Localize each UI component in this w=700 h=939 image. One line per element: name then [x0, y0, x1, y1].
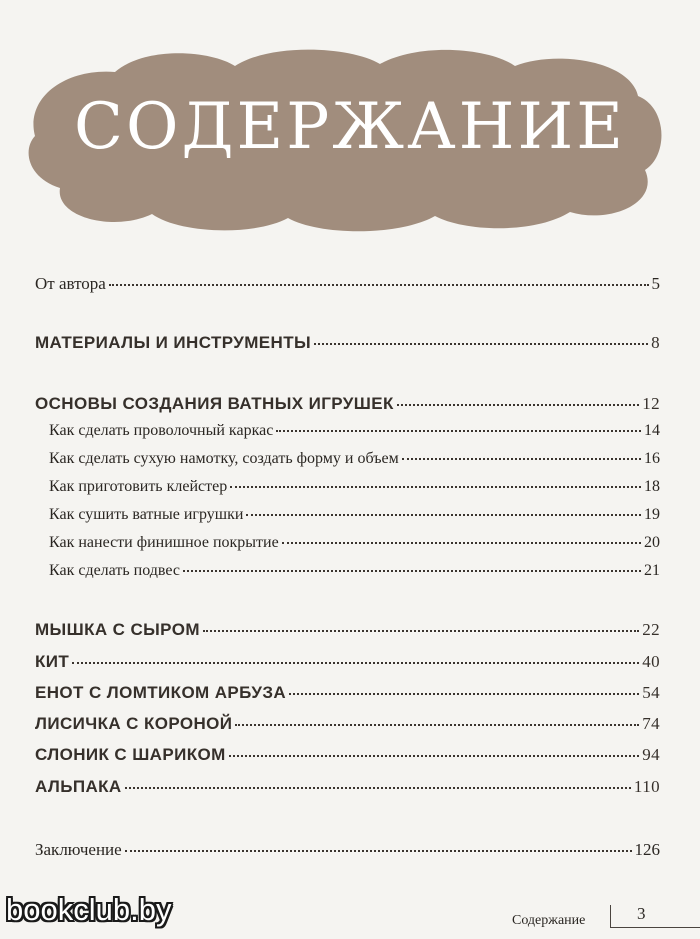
toc-entry-title: Как сделать проволочный каркас: [49, 422, 274, 439]
toc-dot-leader: [183, 570, 641, 572]
footer-rule-vertical: [610, 905, 611, 928]
toc-entry-title: МЫШКА С СЫРОМ: [35, 620, 200, 639]
toc-entry-page: 126: [634, 840, 660, 859]
toc-dot-leader: [125, 850, 632, 852]
watermark-text: bookclub.by: [6, 892, 172, 927]
toc-entry-page: 40: [642, 652, 660, 671]
toc-entry-title: МАТЕРИАЛЫ И ИНСТРУМЕНТЫ: [35, 333, 312, 352]
toc-dot-leader: [125, 787, 631, 789]
toc-entry[interactable]: [35, 714, 660, 734]
toc-entry-page: 16: [644, 450, 660, 467]
toc-dot-leader: [235, 724, 639, 726]
toc-entry[interactable]: [35, 394, 660, 414]
toc-entry-title: Как сделать сухую намотку, создать форму и объем: [49, 450, 399, 467]
toc-dot-leader: [282, 542, 641, 544]
toc-entry-title: КИТ: [35, 652, 70, 671]
toc-subentry[interactable]: [49, 562, 660, 580]
footer-rule: [610, 927, 700, 928]
toc-entry-page: 19: [644, 506, 660, 523]
toc-dot-leader: [314, 343, 648, 345]
toc-entry-page: 94: [642, 745, 660, 764]
toc-dot-leader: [289, 693, 639, 695]
page-title: СОДЕРЖАНИЕ: [74, 90, 626, 164]
toc-entry-page: 54: [642, 683, 660, 702]
toc-entry[interactable]: [35, 840, 660, 860]
toc-entry-page: 74: [642, 714, 660, 733]
toc-entry[interactable]: [35, 274, 660, 294]
toc-entry-title: АЛЬПАКА: [35, 777, 122, 796]
toc-entry-page: 110: [633, 777, 660, 796]
toc-entry[interactable]: [35, 620, 660, 640]
toc-entry-title: Заключение: [35, 840, 122, 859]
toc-entry-page: 12: [642, 394, 660, 413]
toc-entry-title: Как нанести финишное покрытие: [49, 534, 279, 551]
toc-entry-page: 22: [642, 620, 660, 639]
toc-entry-title: ЛИСИЧКА С КОРОНОЙ: [35, 714, 233, 733]
toc-dot-leader: [203, 630, 639, 632]
toc-subentry[interactable]: [49, 478, 660, 496]
toc-dot-leader: [397, 404, 639, 406]
toc-subentry[interactable]: [49, 422, 660, 440]
toc-entry[interactable]: [35, 652, 660, 672]
toc-dot-leader: [229, 755, 640, 757]
toc-dot-leader: [72, 662, 639, 664]
toc-entry-page: 5: [651, 274, 660, 293]
toc-entry-title: СЛОНИК С ШАРИКОМ: [35, 745, 226, 764]
toc-subentry[interactable]: [49, 450, 660, 468]
toc-dot-leader: [246, 514, 641, 516]
toc-dot-leader: [402, 458, 641, 460]
running-footer-label: Содержание: [512, 913, 586, 928]
toc-subentry[interactable]: [49, 506, 660, 524]
toc-entry-title: ОСНОВЫ СОЗДАНИЯ ВАТНЫХ ИГРУШЕК: [35, 394, 394, 413]
toc-entry[interactable]: [35, 745, 660, 765]
toc-entry[interactable]: [35, 777, 660, 797]
toc-entry-page: 14: [644, 422, 660, 439]
toc-entry-title: От автора: [35, 274, 106, 293]
toc-entry-page: 20: [644, 534, 660, 551]
toc-dot-leader: [230, 486, 641, 488]
toc-dot-leader: [276, 430, 641, 432]
toc-entry-page: 8: [651, 333, 660, 352]
toc-dot-leader: [109, 284, 649, 286]
toc-entry-title: Как сушить ватные игрушки: [49, 506, 244, 523]
toc-subentry[interactable]: [49, 534, 660, 552]
toc-entry-page: 18: [644, 478, 660, 495]
toc-entry[interactable]: [35, 683, 660, 703]
page-number: 3: [637, 904, 646, 923]
toc-entry-page: 21: [644, 562, 660, 579]
toc-entry[interactable]: [35, 333, 660, 353]
toc-entry-title: ЕНОТ С ЛОМТИКОМ АРБУЗА: [35, 683, 287, 702]
toc-entry-title: Как сделать подвес: [49, 562, 180, 579]
toc-entry-title: Как приготовить клейстер: [49, 478, 228, 495]
